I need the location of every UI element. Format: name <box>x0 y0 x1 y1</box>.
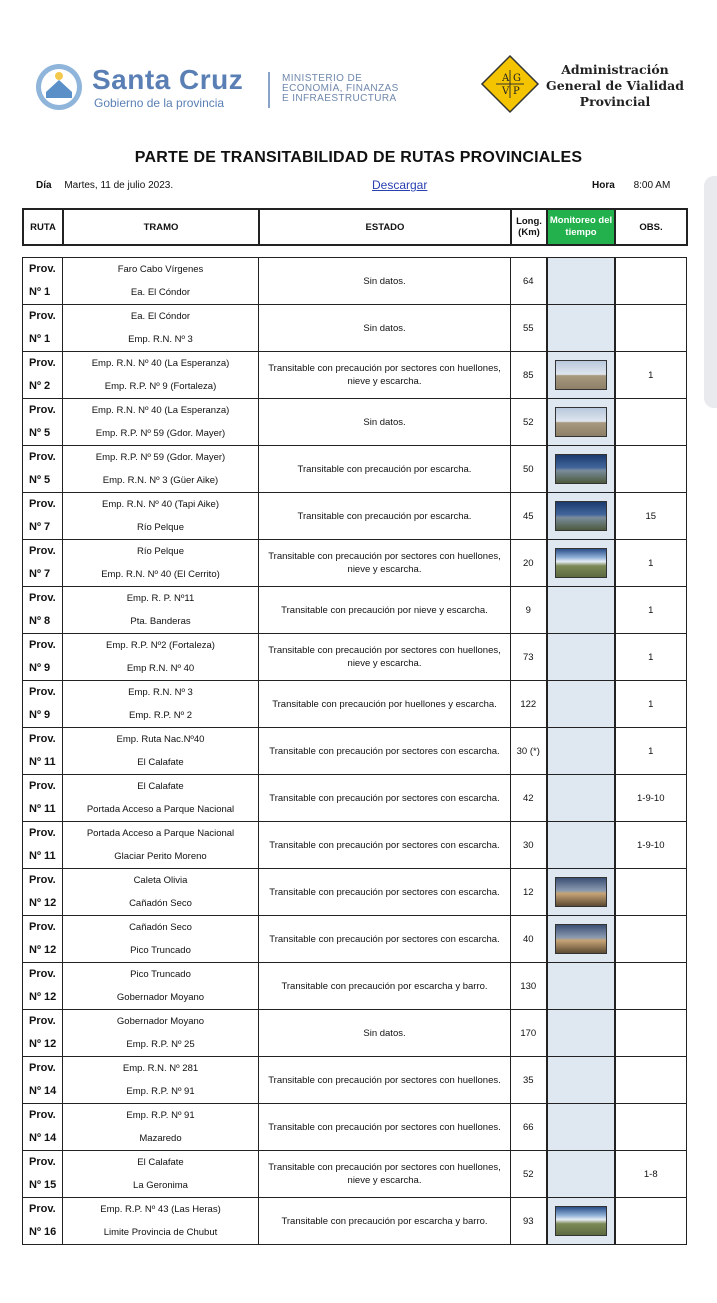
length-cell: 42 <box>511 775 547 822</box>
agvp-logo-icon <box>480 54 540 114</box>
route-number: Nº 1 <box>29 333 51 345</box>
status-cell: Transitable con precaución por sectores con escarcha. <box>259 916 511 963</box>
route-cell <box>23 540 63 587</box>
segment-cell <box>63 446 259 493</box>
table-row <box>23 1198 687 1245</box>
route-number: Nº 12 <box>29 897 57 909</box>
weather-cell <box>547 869 615 916</box>
weather-camera-thumbnail[interactable] <box>555 548 607 578</box>
segment-from: Cañadón Seco <box>129 922 192 933</box>
status-cell: Transitable con precaución por escarcha y barro. <box>259 963 511 1010</box>
table-row <box>23 1104 687 1151</box>
route-number: Nº 7 <box>29 521 51 533</box>
route-number: Nº 7 <box>29 568 51 580</box>
route-number: Nº 1 <box>29 286 51 298</box>
weather-camera-thumbnail[interactable] <box>555 407 607 437</box>
route-cell <box>23 305 63 352</box>
segment-cell <box>63 775 259 822</box>
segment-to: Emp. R.P. Nº 91 <box>126 1086 195 1097</box>
route-cell <box>23 1057 63 1104</box>
ministry-name: MINISTERIO DE ECONOMÍA, FINANZAS E INFRAESTRUCTURA <box>282 73 399 104</box>
route-cell <box>23 822 63 869</box>
obs-cell: 1-9-10 <box>615 775 687 822</box>
weather-cell <box>547 916 615 963</box>
status-cell: Transitable con precaución por sectores con escarcha. <box>259 822 511 869</box>
route-cell <box>23 963 63 1010</box>
segment-cell <box>63 258 259 305</box>
obs-cell <box>615 963 687 1010</box>
obs-cell: 1-9-10 <box>615 822 687 869</box>
length-cell: 55 <box>511 305 547 352</box>
route-number: Nº 9 <box>29 662 51 674</box>
segment-from: Emp. R. P. Nº11 <box>126 593 195 604</box>
obs-cell <box>615 1104 687 1151</box>
obs-cell <box>615 1057 687 1104</box>
obs-cell <box>615 1198 687 1245</box>
segment-cell <box>63 1151 259 1198</box>
length-cell: 170 <box>511 1010 547 1057</box>
weather-cell <box>547 1198 615 1245</box>
weather-cell <box>547 775 615 822</box>
weather-cell <box>547 352 615 399</box>
route-number: Nº 8 <box>29 615 51 627</box>
segment-cell <box>63 916 259 963</box>
segment-from: Portada Acceso a Parque Nacional <box>86 828 235 839</box>
weather-cell <box>547 822 615 869</box>
route-number: Nº 12 <box>29 1038 57 1050</box>
download-link-wrap <box>372 178 427 192</box>
weather-cell <box>547 728 615 775</box>
length-cell: 52 <box>511 399 547 446</box>
route-number: Nº 9 <box>29 709 51 721</box>
status-cell: Transitable con precaución por sectores con huellones. <box>259 1104 511 1151</box>
segment-to: Emp. R.N. Nº 3 (Güer Aike) <box>102 475 219 486</box>
obs-cell: 1 <box>615 587 687 634</box>
route-cell <box>23 728 63 775</box>
status-cell: Transitable con precaución por escarcha y barro. <box>259 1198 511 1245</box>
route-cell <box>23 352 63 399</box>
weather-cell <box>547 681 615 728</box>
status-cell: Sin datos. <box>259 305 511 352</box>
segment-to: Emp. R.P. Nº 9 (Fortaleza) <box>104 381 217 392</box>
length-cell: 12 <box>511 869 547 916</box>
route-prov: Prov. <box>29 968 56 980</box>
route-prov: Prov. <box>29 592 56 604</box>
agvp-letter-g: G <box>513 73 521 84</box>
status-cell: Transitable con precaución por sectores con huellones, nieve y escarcha. <box>259 540 511 587</box>
table-row <box>23 1010 687 1057</box>
length-cell: 85 <box>511 352 547 399</box>
segment-to: Emp. R.P. Nº 25 <box>126 1039 195 1050</box>
segment-to: El Calafate <box>137 757 184 768</box>
route-cell <box>23 1198 63 1245</box>
route-number: Nº 15 <box>29 1179 57 1191</box>
obs-cell: 1 <box>615 352 687 399</box>
table-row <box>23 1057 687 1104</box>
length-cell: 9 <box>511 587 547 634</box>
date-value: Martes, 11 de julio 2023. <box>64 180 174 191</box>
segment-cell <box>63 728 259 775</box>
time-label: Hora <box>592 180 615 191</box>
segment-from: Caleta Olivia <box>133 875 188 886</box>
obs-cell <box>615 258 687 305</box>
table-row <box>23 446 687 493</box>
route-number: Nº 5 <box>29 474 51 486</box>
route-prov: Prov. <box>29 545 56 557</box>
obs-cell: 1 <box>615 728 687 775</box>
route-prov: Prov. <box>29 827 56 839</box>
weather-camera-thumbnail[interactable] <box>555 924 607 954</box>
table-row <box>23 305 687 352</box>
obs-cell <box>615 305 687 352</box>
length-cell: 130 <box>511 963 547 1010</box>
segment-to: Emp R.N. Nº 40 <box>126 663 195 674</box>
agvp-letter-a: A <box>502 73 510 84</box>
route-cell <box>23 587 63 634</box>
weather-cell <box>547 258 615 305</box>
table-row <box>23 258 687 305</box>
route-number: Nº 12 <box>29 944 57 956</box>
segment-to: Ea. El Cóndor <box>130 287 191 298</box>
segment-to: Río Pelque <box>136 522 184 533</box>
segment-cell <box>63 1057 259 1104</box>
length-cell: 66 <box>511 1104 547 1151</box>
routes-table-body <box>23 258 687 1245</box>
table-row <box>23 540 687 587</box>
segment-to: Emp. R.P. Nº 2 <box>129 710 192 721</box>
length-cell: 64 <box>511 258 547 305</box>
segment-cell <box>63 634 259 681</box>
brand-name: Santa Cruz <box>92 64 244 95</box>
table-header <box>22 208 688 246</box>
segment-from: Gobernador Moyano <box>116 1016 205 1027</box>
segment-from: Pico Truncado <box>130 969 191 980</box>
segment-from: Emp. R.P. Nº 59 (Gdor. Mayer) <box>95 452 226 463</box>
route-number: Nº 11 <box>29 850 56 862</box>
segment-cell <box>63 822 259 869</box>
segment-from: Faro Cabo Vírgenes <box>117 264 204 275</box>
length-cell: 45 <box>511 493 547 540</box>
route-number: Nº 12 <box>29 991 57 1003</box>
segment-cell <box>63 352 259 399</box>
table-row <box>23 587 687 634</box>
segment-to: Emp. R.P. Nº 59 (Gdor. Mayer) <box>95 428 226 439</box>
table-row <box>23 399 687 446</box>
weather-camera-thumbnail[interactable] <box>555 877 607 907</box>
header-divider <box>268 72 270 108</box>
status-cell: Sin datos. <box>259 1010 511 1057</box>
col-ruta: RUTA <box>23 209 63 245</box>
routes-table <box>22 257 687 1245</box>
route-prov: Prov. <box>29 1015 56 1027</box>
route-prov: Prov. <box>29 921 56 933</box>
segment-from: Emp. R.N. Nº 40 (La Esperanza) <box>91 405 230 416</box>
route-prov: Prov. <box>29 1109 56 1121</box>
weather-camera-thumbnail[interactable] <box>555 454 607 484</box>
route-cell <box>23 916 63 963</box>
segment-cell <box>63 493 259 540</box>
route-prov: Prov. <box>29 1156 56 1168</box>
weather-camera-thumbnail[interactable] <box>555 360 607 390</box>
route-number: Nº 2 <box>29 380 51 392</box>
status-cell: Transitable con precaución por sectores con escarcha. <box>259 869 511 916</box>
status-cell: Transitable con precaución por nieve y escarcha. <box>259 587 511 634</box>
route-prov: Prov. <box>29 639 56 651</box>
route-cell <box>23 775 63 822</box>
time-block <box>592 180 670 191</box>
page-title: PARTE DE TRANSITABILIDAD DE RUTAS PROVINCIALES <box>134 149 583 166</box>
weather-cell <box>547 446 615 493</box>
col-tramo: TRAMO <box>63 209 259 245</box>
weather-cell <box>547 963 615 1010</box>
segment-from: Emp. R.N. Nº 281 <box>122 1063 199 1074</box>
obs-cell: 1 <box>615 634 687 681</box>
agvp-letter-p: P <box>513 86 520 97</box>
segment-from: Emp. R.P. Nº2 (Fortaleza) <box>106 640 215 651</box>
route-prov: Prov. <box>29 357 56 369</box>
weather-cell <box>547 1057 615 1104</box>
table-row <box>23 822 687 869</box>
segment-cell <box>63 963 259 1010</box>
segment-from: Ea. El Cóndor <box>130 311 191 322</box>
route-prov: Prov. <box>29 498 56 510</box>
route-prov: Prov. <box>29 310 56 322</box>
brand-subtitle: Gobierno de la provincia <box>94 96 225 110</box>
route-cell <box>23 493 63 540</box>
status-cell: Transitable con precaución por escarcha. <box>259 446 511 493</box>
segment-to: La Geronima <box>133 1180 188 1191</box>
segment-from: Emp. R.N. Nº 40 (La Esperanza) <box>91 358 230 369</box>
length-cell: 122 <box>511 681 547 728</box>
obs-cell <box>615 446 687 493</box>
segment-from: Emp. R.N. Nº 3 <box>128 687 193 698</box>
weather-camera-thumbnail[interactable] <box>555 501 607 531</box>
length-cell: 50 <box>511 446 547 493</box>
segment-to: Emp. R.N. Nº 40 (El Cerrito) <box>101 569 220 580</box>
segment-from: El Calafate <box>137 781 184 792</box>
route-cell <box>23 1104 63 1151</box>
date-label: Día <box>36 180 52 191</box>
length-cell: 93 <box>511 1198 547 1245</box>
route-cell <box>23 1010 63 1057</box>
route-cell <box>23 258 63 305</box>
segment-to: Cañadón Seco <box>129 898 192 909</box>
segment-cell <box>63 869 259 916</box>
table-row <box>23 869 687 916</box>
weather-cell <box>547 1010 615 1057</box>
status-cell: Transitable con precaución por sectores con huellones. <box>259 1057 511 1104</box>
route-number: Nº 11 <box>29 803 56 815</box>
length-cell: 52 <box>511 1151 547 1198</box>
weather-cell <box>547 1151 615 1198</box>
weather-cell <box>547 540 615 587</box>
segment-to: Portada Acceso a Parque Nacional <box>86 804 235 815</box>
segment-from: Emp. R.P. Nº 91 <box>126 1110 195 1121</box>
route-prov: Prov. <box>29 733 56 745</box>
route-prov: Prov. <box>29 1062 56 1074</box>
obs-cell: 15 <box>615 493 687 540</box>
segment-cell <box>63 1010 259 1057</box>
status-cell: Transitable con precaución por escarcha. <box>259 493 511 540</box>
segment-to: Mazaredo <box>139 1133 182 1144</box>
status-cell: Transitable con precaución por huellones y escarcha. <box>259 681 511 728</box>
obs-cell <box>615 1010 687 1057</box>
segment-from: Emp. R.P. Nº 43 (Las Heras) <box>100 1204 221 1215</box>
obs-cell: 1-8 <box>615 1151 687 1198</box>
scroll-edge-tab[interactable] <box>704 176 717 408</box>
route-number: Nº 5 <box>29 427 51 439</box>
status-cell: Transitable con precaución por sectores con huellones, nieve y escarcha. <box>259 634 511 681</box>
segment-to: Pta. Banderas <box>130 616 191 627</box>
route-prov: Prov. <box>29 874 56 886</box>
status-cell: Transitable con precaución por sectores con escarcha. <box>259 728 511 775</box>
route-number: Nº 16 <box>29 1226 57 1238</box>
status-cell: Transitable con precaución por sectores con huellones, nieve y escarcha. <box>259 1151 511 1198</box>
table-row <box>23 1151 687 1198</box>
table-row <box>23 352 687 399</box>
table-row <box>23 681 687 728</box>
segment-from: Emp. Ruta Nac.Nº40 <box>116 734 205 745</box>
route-cell <box>23 869 63 916</box>
length-cell: 30 <box>511 822 547 869</box>
table-row <box>23 963 687 1010</box>
col-monitoreo: Monitoreo del tiempo <box>547 209 615 245</box>
weather-camera-thumbnail[interactable] <box>555 1206 607 1236</box>
segment-cell <box>63 587 259 634</box>
route-prov: Prov. <box>29 451 56 463</box>
table-row <box>23 916 687 963</box>
obs-cell <box>615 869 687 916</box>
obs-cell <box>615 399 687 446</box>
obs-cell: 1 <box>615 681 687 728</box>
obs-cell: 1 <box>615 540 687 587</box>
segment-cell <box>63 399 259 446</box>
col-obs: OBS. <box>615 209 687 245</box>
agvp-name: Administración General de Vialidad Provincial <box>546 62 684 109</box>
length-cell: 35 <box>511 1057 547 1104</box>
weather-cell <box>547 634 615 681</box>
segment-to: Limite Provincia de Chubut <box>103 1227 218 1238</box>
length-cell: 30 (*) <box>511 728 547 775</box>
col-long: Long. (Km) <box>511 209 547 245</box>
segment-to: Gobernador Moyano <box>116 992 205 1003</box>
length-cell: 20 <box>511 540 547 587</box>
route-prov: Prov. <box>29 686 56 698</box>
weather-cell <box>547 587 615 634</box>
time-value: 8:00 AM <box>633 180 671 191</box>
weather-cell <box>547 305 615 352</box>
segment-cell <box>63 1104 259 1151</box>
segment-from: El Calafate <box>137 1157 184 1168</box>
segment-cell <box>63 681 259 728</box>
length-cell: 40 <box>511 916 547 963</box>
route-cell <box>23 399 63 446</box>
route-cell <box>23 1151 63 1198</box>
segment-cell <box>63 540 259 587</box>
date-block <box>36 180 173 191</box>
segment-from: Río Pelque <box>136 546 184 557</box>
segment-cell <box>63 305 259 352</box>
route-cell <box>23 681 63 728</box>
route-prov: Prov. <box>29 1203 56 1215</box>
route-number: Nº 14 <box>29 1132 57 1144</box>
route-cell <box>23 634 63 681</box>
route-number: Nº 14 <box>29 1085 57 1097</box>
table-row <box>23 493 687 540</box>
download-link[interactable]: Descargar <box>372 178 428 192</box>
route-prov: Prov. <box>29 780 56 792</box>
table-row <box>23 775 687 822</box>
segment-cell <box>63 1198 259 1245</box>
status-cell: Sin datos. <box>259 258 511 305</box>
segment-to: Pico Truncado <box>130 945 191 956</box>
status-cell: Transitable con precaución por sectores con huellones, nieve y escarcha. <box>259 352 511 399</box>
weather-cell <box>547 1104 615 1151</box>
length-cell: 73 <box>511 634 547 681</box>
santa-cruz-shield-icon <box>34 62 84 112</box>
col-estado: ESTADO <box>259 209 511 245</box>
route-prov: Prov. <box>29 404 56 416</box>
table-row <box>23 634 687 681</box>
status-cell: Sin datos. <box>259 399 511 446</box>
table-row <box>23 728 687 775</box>
weather-cell <box>547 493 615 540</box>
status-cell: Transitable con precaución por sectores con escarcha. <box>259 775 511 822</box>
obs-cell <box>615 916 687 963</box>
page-header <box>0 0 717 130</box>
agvp-letter-v: V <box>502 86 510 97</box>
route-cell <box>23 446 63 493</box>
segment-from: Emp. R.N. Nº 40 (Tapi Aike) <box>102 499 219 510</box>
segment-to: Glaciar Perito Moreno <box>114 851 207 862</box>
weather-cell <box>547 399 615 446</box>
route-number: Nº 11 <box>29 756 56 768</box>
segment-to: Emp. R.N. Nº 3 <box>128 334 193 345</box>
route-prov: Prov. <box>29 263 56 275</box>
